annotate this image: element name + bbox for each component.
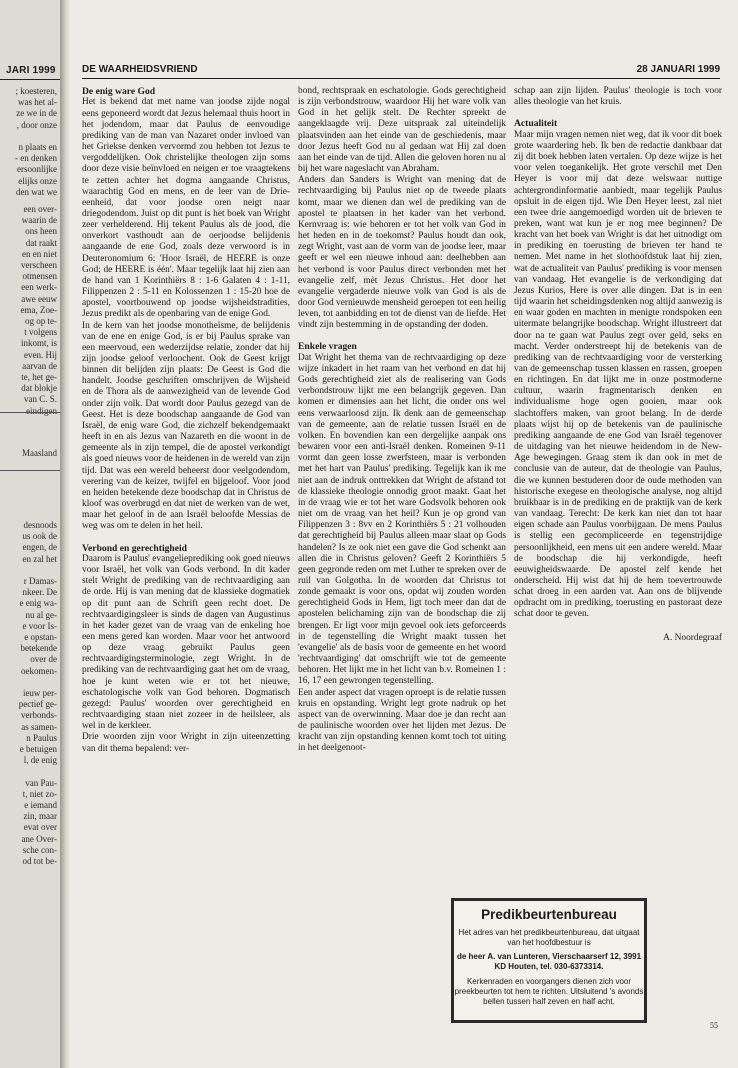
paragraph: Dat Wright het thema van de rechtvaardiging op deze wijze inkadert in het raam van het verbond en dat hij Gods gerechtigheid ziet als de realisering van Gods verbondstrouw lijkt me een belangrijk gegeven. Dan komen er dimensies aan het licht, die onder ons wel eens verwaarloosd zijn. Ik denk aan de gemeenschap van de gemeente, aan de relatie tussen Israël en de volken. En bovendien kan een dergelijke aanpak ons bewaren voor een anti-Israël denken. Romeinen 9-11 vormt dan geen losse zwerfsteen, maar is verbonden met het hart van Paulus' prediking. Tegelijk kan ik me niet aan de indruk onttrekken dat Wright de afstand tot de klassieke theologie onnodig groot maakt. Gaat het in de vraag wie er tot het ware Godsvolk behoren ook niet om de vraag van het heil? Kun je op grond van Filippenzen 3 : 8vv en 2 Korinthiërs 5 : 21 volhouden dat gerechtigheid bij Paulus alleen maar slaat op Gods handelen? Is ze ook niet een gave die God schenkt aan allen die in Christus geloven? Geeft 2 Korinthiërs 5 geen gegronde reden om met Luther te spreken over de ruil van Golgotha. In de woorden dat Christus tot zonde gemaakt is voor ons, opdat wij zouden worden gerechtigheid Gods in Hem, ligt toch meer dan dat de apostelen belichaming zijn van de boodschap die zij brengen. Er ligt voor mijn gevoel ook iets geforceerds in de tegenstelling die Wright maakt tussen het 'evangelie' als de basis voor de gemeente en het woord 'rechtvaardiging' dat omschrijft wie tot de gemeente behoren. Het lijkt me in het licht van b.v. Romeinen 1 : 16, 17 een gewrongen tegenstelling. [298, 352, 506, 687]
page-gutter [60, 0, 70, 1068]
box-address: de heer A. van Lunteren, Vierschaarserf 12, 3991 KD Houten, tel. 030-6373314. [456, 952, 642, 971]
previous-page-fragment-top: ; koesteren, was het al- ze we in de , door onze n plaats en - en denken ersoonlijke elijks onze den wat we [15, 86, 57, 197]
previous-page-header-rule [0, 79, 60, 80]
column-3 [514, 86, 722, 644]
paragraph: schap aan zijn lijden. Paulus' theologie is toch voor alles theologie van het kruis. [514, 86, 722, 108]
heading-enkele-vragen: Enkele vragen [298, 341, 357, 353]
paragraph: Drie woorden zijn voor Wright in zijn uiteenzetting van dit thema bepalend: ver- [82, 732, 290, 754]
paragraph: Een ander aspect dat vragen oproept is de relatie tussen kruis en opstanding. Wright legt grote nadruk op het aspect van de overwinning. Maar doe je dan recht aan de paulinische woorden over het lijden met Jezus. De kracht van zijn opstanding kennen komt toch tot uiting in het deelgenoot- [298, 687, 506, 754]
page-number: 55 [710, 1021, 718, 1030]
header-rule [82, 78, 720, 79]
heading-verbond-en-gerechtigheid: Verbond en gerechtigheid [82, 542, 188, 554]
previous-page-fragment-mid: een over- waarin de ons heen dat raakt en en niet verscheen otmensen een werk- awe eeuw ema, Zoe- og op te- t volgens inkomt, is even. Hij aarvan de te, het ge- dat blokje van C. S. eindigen [20, 204, 57, 416]
paragraph: Het is bekend dat met name van joodse zijde nogal eens geponeerd wordt dat Jezus helemaal thuis hoort in het jodendom, maar dat Paulus de eenvoudige prediking van de man van Nazaret onder invloed van het Griekse denken vervormd zou hebben tot Jezus te vergoddelijken. Ook christelijke theologen zijn soms door deze visie beïnvloed en neigen er toe vraagtekens te zetten achter het dogma aangaande Christus, waarachtig God en mens, en de leer van de Drie-eenheid, dat voor joodse oren neigt naar driegodendom. Juist op dit punt is het boek van Wright zeer verhelderend. Hij tekent Paulus als de jood, die onverkort vasthoudt aan de oerjoodse belijdenis aangaande de ene God, zoals deze verwoord is in Deuteronomium 6: 'Hoor Israël, de HEERE is onze God; de HEERE is één'. Maar tegelijk laat hij zien aan de hand van 1 Korinthiërs 8 : 1-6 Galaten 4 : 1-11, Filippenzen 2 : 5-11 en Kolossenzen 1 : 15-20 hoe de apostel, voortbouwend op joodse wijsheidstradities, Jezus predikt als de openbaring van de enige God. [82, 97, 290, 320]
paragraph: Anders dan Sanders is Wright van mening dat de rechtvaardiging bij Paulus niet op de tweede plaats komt, maar we dienen dan wel de prediking van de apostel te plaatsen in het kader van het verbond. Kernvraag is: wie behoren er tot het volk van God in het heden en in de toekomst? Paulus houdt dan ook, zegt Wright, vast aan de vorm van de joodse leer, maar geeft er wel een nieuwe inhoud aan: deelhebben aan het verbond is voor Paulus direct verbonden met het evangelie zelf, mèt Jezus Christus. Het door het evangelie vergaderde nieuwe volk van God is als de door God vernieuwde mensheid geroepen tot een heilig leven, tot aanbidding en tot de dienst van de liefde. Het vindt zijn bestemming in de opstanding der doden. [298, 175, 507, 331]
issue-date: 28 JANUARI 1999 [636, 64, 720, 75]
heading-de-enig-ware-god: De enig ware God [82, 86, 156, 97]
publication-title: DE WAARHEIDSVRIEND [82, 64, 198, 75]
paragraph: bond, rechtspraak en eschatologie. Gods gerechtigheid is zijn verbondstrouw, waardoor Hij het ware volk van God in het gelijk stelt. De Rechter spreekt de aangeklaagde vrij. Deze uitspraak zal uiteindelijk plaatsvinden aan het einde van de geschiedenis, maar door Jezus heeft God nu al gedaan wat Hij zal doen aan het einde van de tijd. Allen die geloven horen nu al bij het ware nageslacht van Abraham. [298, 86, 506, 175]
column-2 [298, 86, 506, 754]
previous-page-divider [0, 412, 60, 413]
column-1 [82, 86, 290, 755]
paragraph: Daarom is Paulus' evangelieprediking ook goed nieuws voor Israël, het volk van Gods verbond. In dit kader stelt Wright de prediking van de rechtvaardiging aan de orde. Hij is van mening dat de klassieke dogmatiek op dit punt aan de Schrift geen recht doet. De rechtvaardigingsleer is sinds de dagen van Augustinus in het kader gezet van de vraag van de enkeling hoe een mens gered kan worden. Maar voor het antwoord op deze vraag gebruikt Paulus geen rechtvaardigingsterminologie, zegt Wright. In de prediking van de rechtvaardiging gaat het om de vraag, hoe je kunt weten wie er tot het nieuwe, eschatologische volk van God behoren. Dogmatisch gezegd: Paulus' woorden over gerechtigheid en rechtvaardiging staan niet zozeer in de heilsleer, als wel in de kerkleer. [82, 553, 290, 732]
box-note: Kerkenraden en voorgangers dienen zich voor preekbeurten tot hem te richten. Uitsluitend 's avonds bellen tussen half zeven en half acht. [454, 977, 644, 1006]
predikbeurtenbureau-box [451, 898, 647, 1023]
previous-page-fragment-low: desnoods us ook de engen, de en zal het r Damas- nkeer. De e enig wa- nu al ge- e voor Is- e opstan- betekende over de oekomen- ieuw per- pectief ge- verbonds- as samen- n Paulus e betuigen l, de enig van Pau- t, niet zo- e iemand zin, maar evat over ane Over- sche con- od tot be- [18, 520, 57, 867]
running-header [82, 64, 720, 75]
paragraph: In de kern van het joodse monotheïsme, de belijdenis van de ene en enige God, is er bij Paulus sprake van een meervoud, een wederzijdse relatie, zonder dat hij zijn joodse geloof verloochent. Ook de Geest krijgt binnen dit belijden zijn plaats: De Geest is God die handelt. Joodse geschriften omschrijven de Wijsheid en de Thora als de aanwezigheid van de levende God onder zijn volk. Dat wordt door Paulus gezegd van de Geest. Het is deze boodschap aangaande de God van Israël, de enig ware God, die zichzelf bekendgemaakt heeft in en als Jezus van Nazareth en die woont in de gemeente als in zijn tempel, die de apostel verkondigt als goed nieuws voor de heidenen in de wereld van zijn tijd. Dat was een wereld beheerst door veelgodendom, verering van de keizer, twijfel en bijgeloof. Voor jood en heiden betekende deze boodschap dat in Christus de kloof was overbrugd en dat niet de werken van de wet, maar het geloof in de aan Israël beloofde Messias de weg was om te delen in het heil. [82, 320, 290, 532]
previous-page-divider-2 [0, 470, 60, 471]
previous-page-edge [0, 0, 61, 1068]
previous-page-maasland: Maasland [22, 448, 57, 458]
author-signature: A. Noordegraaf [663, 632, 722, 643]
paragraph: Maar mijn vragen nemen niet weg, dat ik voor dit boek grote waardering heb. Ik ben de redactie dankbaar dat zij dit boek hebben laten vertalen. Op deze wijze is het voor velen toegankelijk. Het grote verschil met Den Heyer is voor mij dat deze welswaar nuttige achtergrondinformatie aanbiedt, maar tegelijk Paulus opsluit in de eigen tijd. Wie Den Heyer leest, zal niet een twee drie aangemoedigd worden uit de brieven te preken, want wat kun je er nog mee beginnen? De kracht van het boek van Wright is dat het uitnodigt om in prediking en toerusting de brieven ter hand te nemen. Met name in het slothoofdstuk laat hij zien, wat de actualiteit van Paulus' prediking is voor mensen van vandaag. Het evangelie is de verkondiging dat Jezus Kurios, Here is over alle dingen. Dat is in een tijd waarin het scheidingsdenken nog altijd aanwezig is en waar goden en machten in menigte rondspoken een uitermate belangrijke boodschap. Wright illustreert dat door na te gaan wat Paulus zegt over geld, seks en macht. Verder onderstreept hij de betekenis van de prediking van de rechtvaardiging voor de versterking van de gemeenschap tussen klassen en rassen, groepen en richtingen. En dat lijkt me in onze postmoderne cultuur, waarin fragmentarisch denken en individualisme hoge ogen gooien, maar ook slachtoffers maken, van groot belang. In de derde plaats wijst hij op de betekenis van de paulinische prediking aangaande de ene God van Israël tegenover de uitdaging van het nieuwe heidendom in de New-Age bewegingen. Graag stem ik dan ook in met de conclusie van de auteur, dat de theologie van Paulus, die we kunnen bestuderen door de oude methoden van historische exegese en theologische analyse, nog altijd bruikbaar is in de prediking en de praktijk van de kerk van vandaag. Terecht: De kerk kan niet dan tot haar eigen schade aan Paulus voorbijgaan. De mens Paulus is stellig een gecompliceerde en tegenstrijdige persoonlijkheid, een mens uit een andere wereld. Maar de boodschap die hij verkondigde, heeft eeuwigheidswaarde. De apostel zelf kende het onderscheid. Hij wist dat hij de hem toevertrouwde schat droeg in een aarden vat. Aan ons de blijvende opdracht om in prediking, toerusting en pastoraat deze schat door te geven. [514, 129, 722, 620]
box-intro: Het adres van het predikbeurtenbureau, dat uitgaat van het hoofdbestuur is [458, 928, 640, 947]
heading-actualiteit: Actualiteit [514, 118, 558, 130]
box-title: Predikbeurtenbureau [481, 907, 617, 922]
previous-page-header: JARI 1999 [6, 65, 56, 76]
